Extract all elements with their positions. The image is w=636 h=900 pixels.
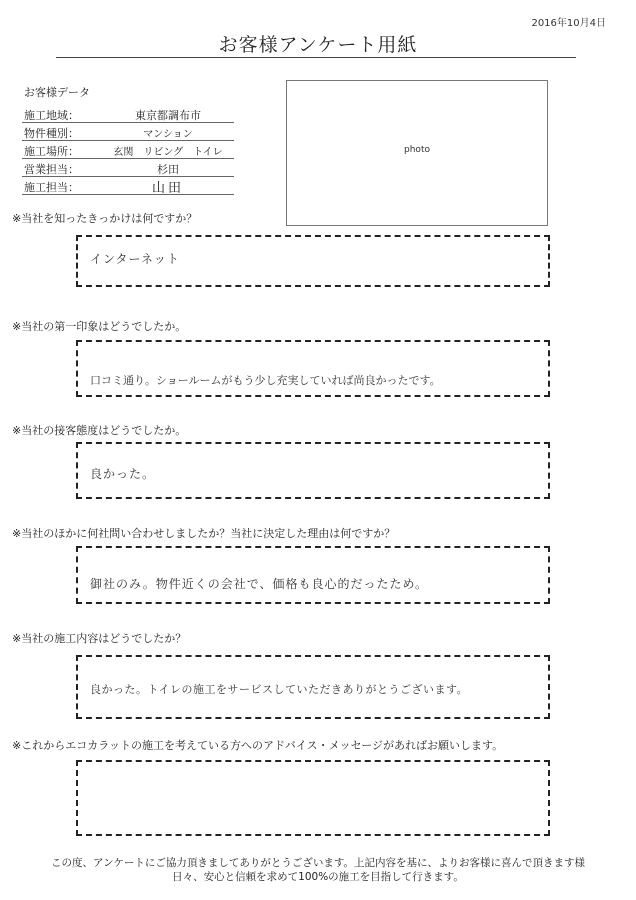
answer-5: 良かった。トイレの施工をサービスしていただきありがとうございます。 <box>90 683 469 696</box>
customer-data-heading: お客様データ <box>24 86 90 99</box>
row-value: 東京都調布市 <box>135 109 201 122</box>
customer-row-installer <box>22 176 234 195</box>
customer-row-area <box>22 104 234 123</box>
customer-row-property-type <box>22 122 234 141</box>
customer-row-location <box>22 140 234 159</box>
answer-1: インターネット <box>90 252 180 266</box>
page-title: お客様アンケート用紙 <box>218 34 418 56</box>
question-3: ※当社の接客態度はどうでしたか。 <box>12 424 187 437</box>
answer-box-3 <box>76 442 550 499</box>
answer-box-6 <box>76 760 550 836</box>
row-value: マンション <box>143 129 193 140</box>
row-value: 杉田 <box>157 163 179 176</box>
question-6: ※これからエコカラットの施工を考えている方へのアドバイス・メッセージがあればお願いします。 <box>12 739 504 752</box>
footer-line-2: 日々、安心と信頼を求めて100%の施工を目指して行きます。 <box>172 871 464 883</box>
row-value: 玄関 リビング トイレ <box>113 147 223 158</box>
question-1: ※当社を知ったきっかけは何ですか？ <box>12 212 198 225</box>
answer-box-5 <box>76 655 550 719</box>
row-label: 施工担当： <box>24 181 79 194</box>
answer-4: 御社のみ。物件近くの会社で、価格も良心的だったため。 <box>90 577 429 591</box>
footer-line-1: この度、アンケートにご協力頂きましてありがとうございます。上記内容を基に、よりお客様に喜んで頂きます様 <box>50 857 586 869</box>
answer-box-2 <box>76 340 550 397</box>
question-5: ※当社の施工内容はどうでしたか？ <box>12 632 187 645</box>
customer-row-sales-rep <box>22 158 234 177</box>
row-label: 営業担当： <box>24 163 79 176</box>
row-label: 施工場所： <box>24 145 79 158</box>
row-label: 施工地域： <box>24 109 79 122</box>
photo-label: photo <box>404 145 430 155</box>
question-4: ※当社のほかに何社問い合わせしましたか？当社に決定した理由は何ですか？ <box>12 527 396 540</box>
title-underline <box>56 57 576 58</box>
answer-3: 良かった。 <box>90 467 156 481</box>
answer-box-1 <box>76 235 550 287</box>
survey-date: 2016年10月4日 <box>531 18 606 29</box>
row-value-handwritten: 山田 <box>151 181 184 196</box>
row-label: 物件種別： <box>24 127 79 140</box>
question-2: ※当社の第一印象はどうでしたか。 <box>12 320 187 333</box>
answer-2: 口コミ通り。ショールームがもう少し充実していれば尚良かったです。 <box>90 374 441 387</box>
answer-box-4 <box>76 546 550 604</box>
photo-placeholder <box>286 80 548 226</box>
